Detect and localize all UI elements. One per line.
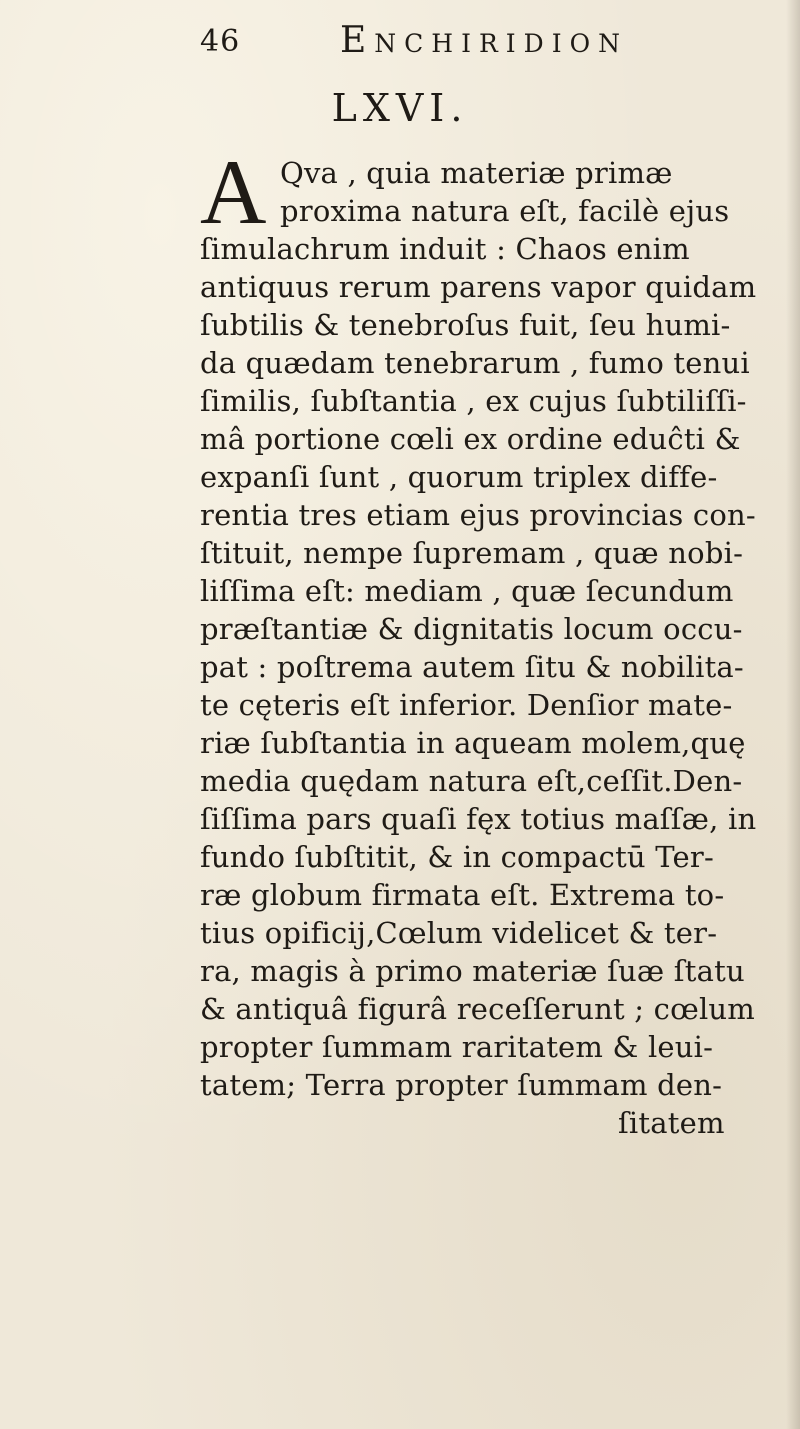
catchword: ſitatem <box>618 1106 725 1140</box>
text-line: ra, magis à primo materiæ ſuæ ſtatu <box>200 954 745 988</box>
text-line: & antiquâ figurâ receſſerunt ; cœlum <box>200 992 755 1026</box>
text-line: pat : poſtrema autem ſitu & nobilita- <box>200 650 744 684</box>
text-line: Qva , quia materiæ primæ <box>280 156 673 190</box>
text-line: antiquus rerum parens vapor quidam <box>200 270 757 304</box>
text-line: da quædam tenebrarum , fumo tenui <box>200 346 750 380</box>
text-line: propter ſummam raritatem & leui- <box>200 1030 714 1064</box>
text-line: præſtantiæ & dignitatis locum occu- <box>200 612 743 646</box>
text-line: tius opificij,Cœlum videlicet & ter- <box>200 916 718 950</box>
text-line: te cęteris eſt inferior. Denſior mate- <box>200 688 733 722</box>
text-line: media quędam natura eſt,ceſſit.Den- <box>200 764 743 798</box>
text-line: riæ ſubſtantia in aqueam molem,quę <box>200 726 746 760</box>
text-line: liſſima eſt: mediam , quæ ſecundum <box>200 574 734 608</box>
text-line: ſimulachrum induit : Chaos enim <box>200 232 690 266</box>
body-text <box>200 141 800 1354</box>
chapter-number: LXVI. <box>331 86 469 130</box>
text-line: fundo ſubſtitit, & in compactū Ter- <box>200 840 714 874</box>
text-line: ſiſſima pars quaſi fęx totius maſſæ, in <box>200 802 757 836</box>
text-line: rentia tres etiam ejus provincias con- <box>200 498 756 532</box>
text-line: ſimilis, ſubſtantia , ex cujus ſubtiliſſi- <box>200 384 747 418</box>
running-title: Enchiridion <box>340 20 628 61</box>
text-line: expanſi ſunt , quorum triplex diffe- <box>200 460 718 494</box>
drop-cap: A <box>200 141 267 243</box>
text-line: tatem; Terra propter ſummam den- <box>200 1068 723 1102</box>
text-line: ſubtilis & tenebroſus fuit, ſeu humi- <box>200 308 731 342</box>
text-line: ræ globum firmata eſt. Extrema to- <box>200 878 725 912</box>
running-head <box>200 20 680 70</box>
text-line: proxima natura eſt, facilè ejus <box>280 194 730 228</box>
text-line: ſtituit, nempe ſupremam , quæ nobi- <box>200 536 744 570</box>
text-line: mâ portione cœli ex ordine eduĉti & <box>200 422 741 456</box>
page-number: 46 <box>200 24 241 59</box>
